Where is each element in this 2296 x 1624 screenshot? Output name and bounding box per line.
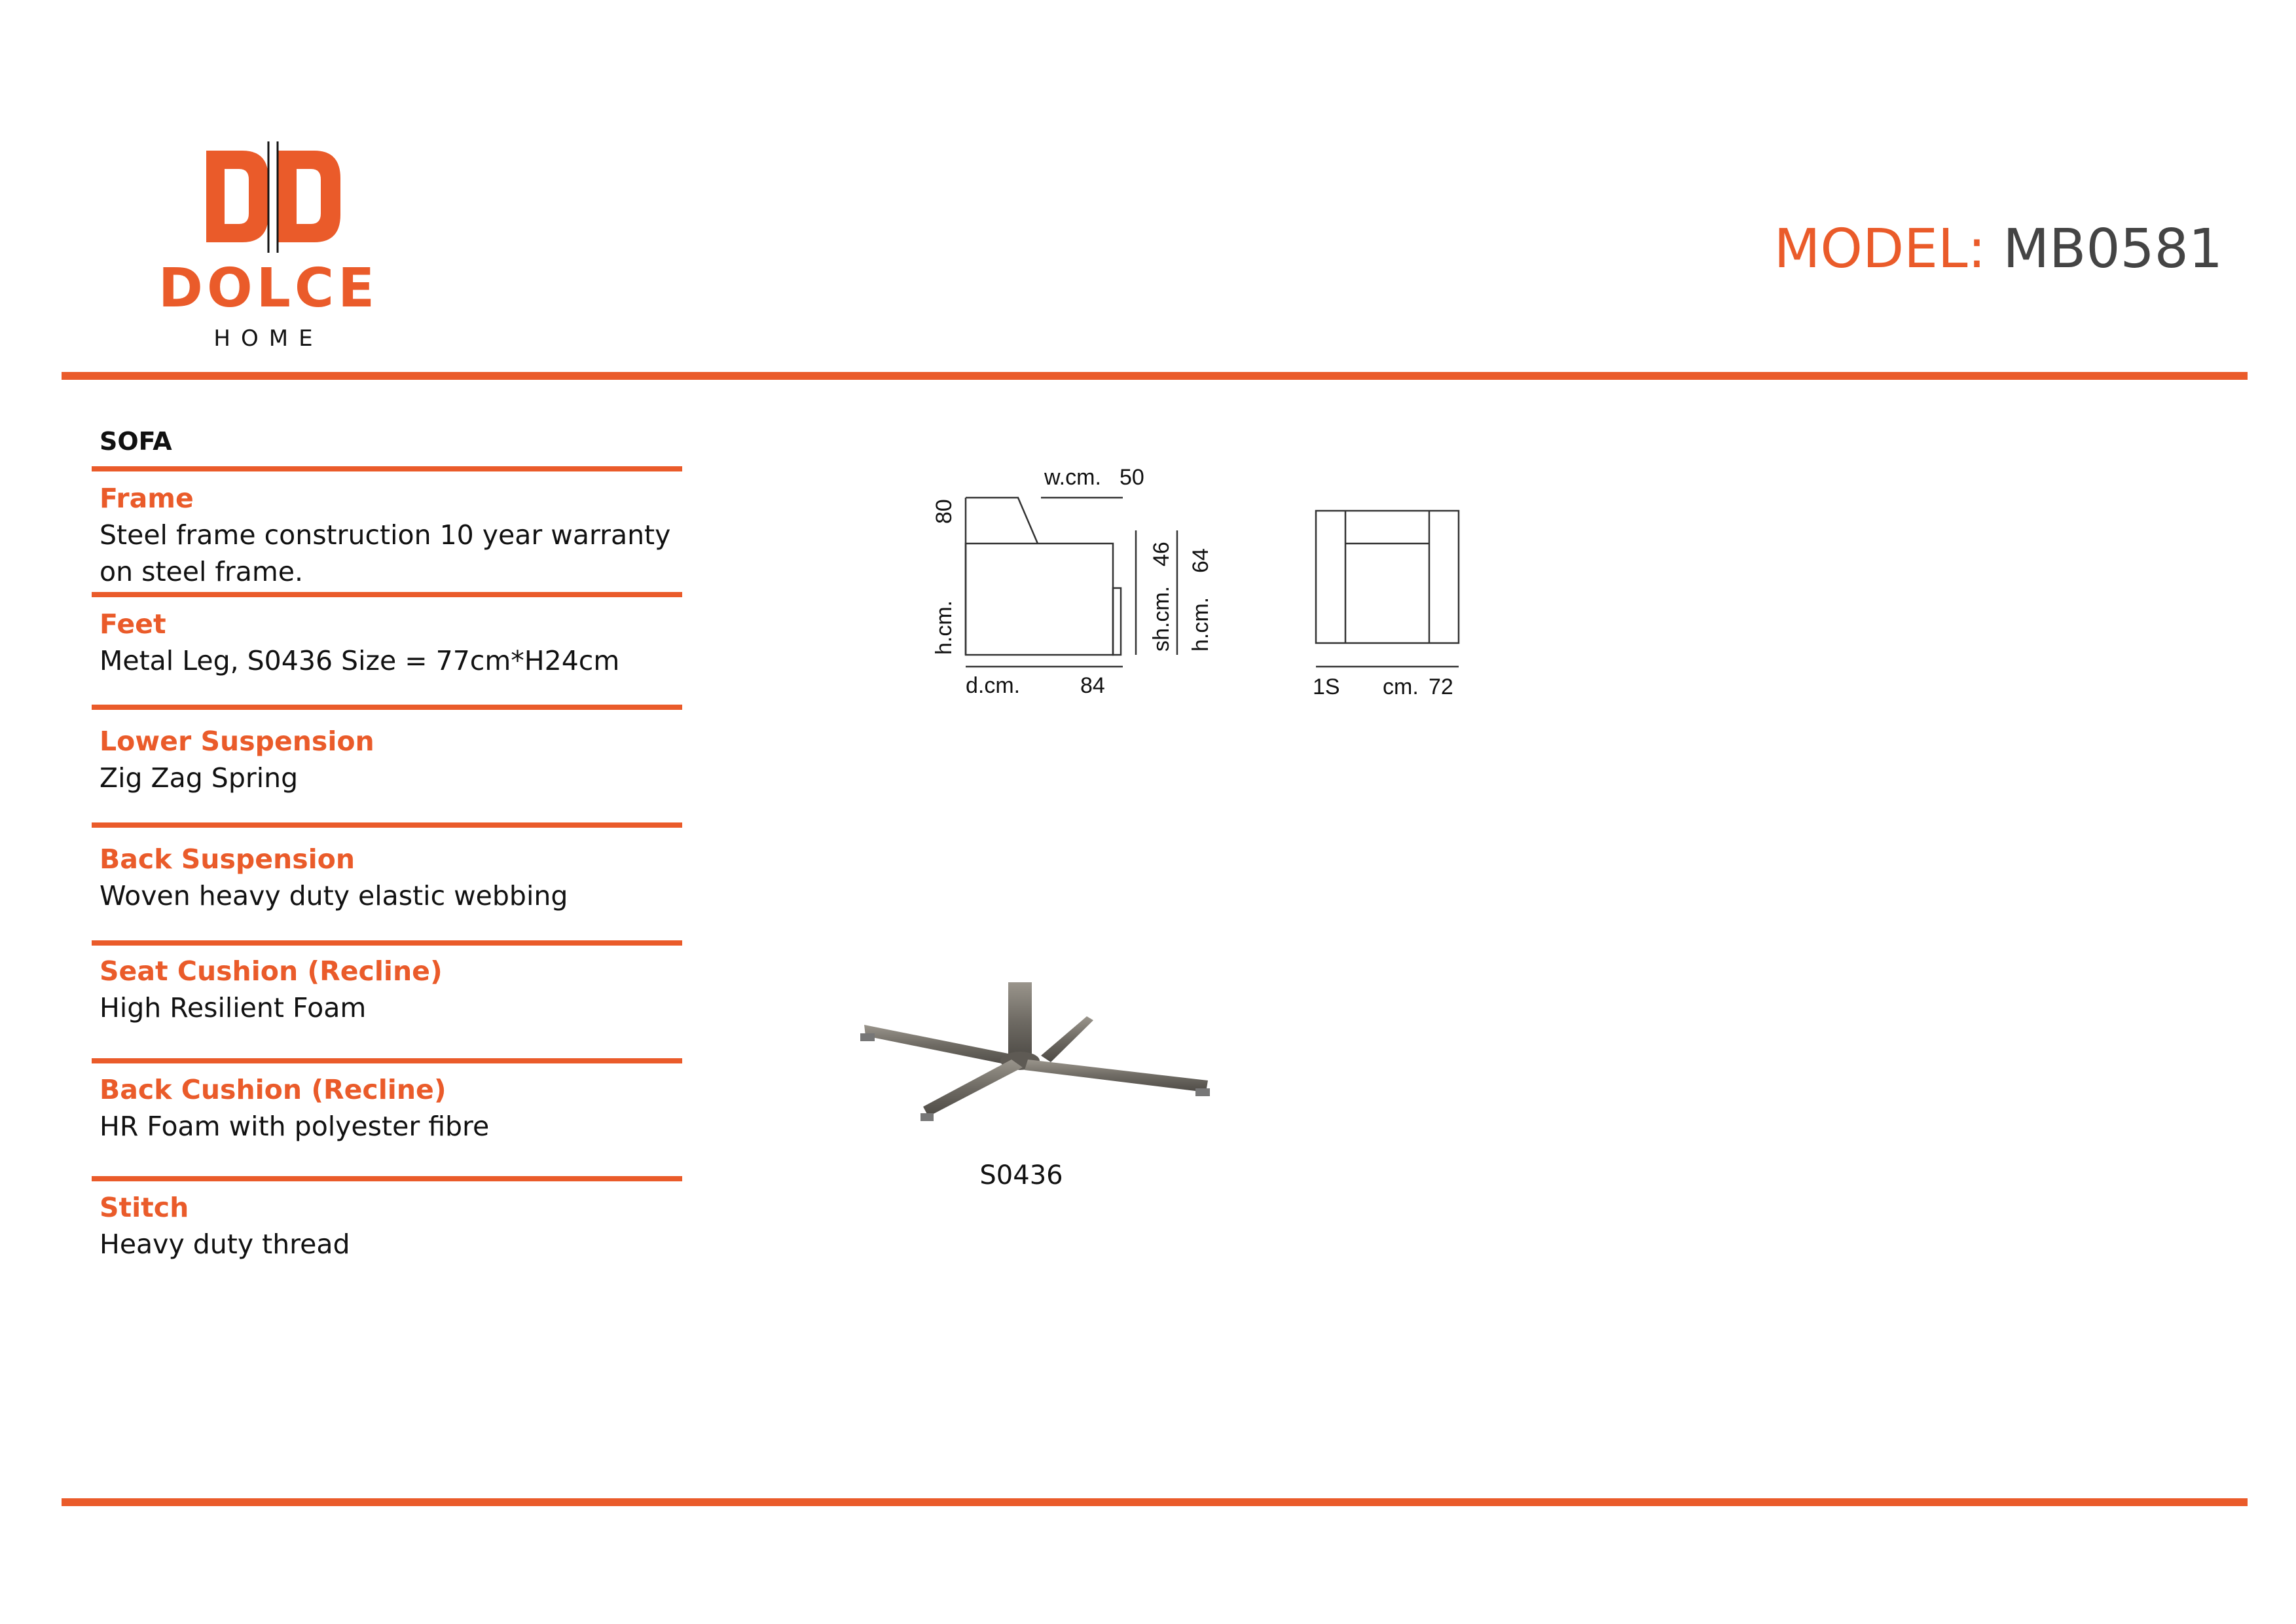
h-value: 80 [932, 499, 957, 524]
spec-divider [92, 1058, 682, 1063]
dimension-diagram [903, 458, 1493, 720]
spec-text: Steel frame construction 10 year warranty on steel frame. [100, 519, 671, 587]
brand-logo [144, 138, 393, 354]
w-value: 50 [1120, 465, 1144, 490]
spec-divider [92, 705, 682, 710]
sh-value: 46 [1149, 542, 1174, 566]
spec-text: Metal Leg, S0436 Size = 77cm*H24cm [100, 645, 620, 676]
brand-tagline: HOME [213, 325, 323, 352]
leg-code-label: S0436 [979, 1160, 1063, 1190]
d-label: d.cm. [966, 673, 1021, 698]
top-view-drawing [1316, 511, 1459, 667]
spec-heading: Lower Suspension [100, 726, 374, 757]
spec-heading: Back Suspension [100, 843, 355, 875]
h2-label: h.cm. [1188, 597, 1213, 652]
spec-back-suspension [100, 841, 689, 914]
header-divider [62, 372, 2248, 380]
spec-divider [92, 1176, 682, 1181]
spec-heading: Frame [100, 483, 194, 514]
footer-divider [62, 1498, 2248, 1506]
spec-divider [92, 466, 682, 471]
h-label: h.cm. [932, 600, 957, 655]
d-value: 84 [1080, 673, 1105, 698]
spec-feet [100, 606, 689, 679]
spec-heading: Back Cushion (Recline) [100, 1074, 446, 1105]
spec-divider [92, 940, 682, 946]
spec-text: HR Foam with polyester fibre [100, 1111, 490, 1142]
spec-divider [92, 822, 682, 828]
spec-seat-cushion [100, 953, 689, 1026]
product-category: SOFA [100, 427, 172, 456]
top-code: 1S [1313, 674, 1340, 699]
metal-leg-image [851, 982, 1244, 1139]
spec-text: High Resilient Foam [100, 992, 367, 1024]
spec-frame [100, 480, 689, 590]
spec-text: Heavy duty thread [100, 1228, 350, 1260]
sh-label: sh.cm. [1149, 585, 1174, 652]
brand-name: DOLCE [158, 257, 379, 320]
side-view-drawing [966, 498, 1177, 667]
h2-value: 64 [1188, 548, 1213, 573]
spec-text: Zig Zag Spring [100, 762, 299, 794]
spec-divider [92, 592, 682, 597]
spec-back-cushion [100, 1071, 689, 1145]
spec-heading: Feet [100, 608, 166, 640]
top-label: cm. [1383, 674, 1419, 699]
model-title [1774, 218, 2223, 280]
dd-monogram-icon [144, 138, 393, 255]
spec-lower-suspension [100, 723, 689, 796]
spec-heading: Seat Cushion (Recline) [100, 955, 443, 987]
model-value: MB0581 [2003, 218, 2223, 280]
spec-heading: Stitch [100, 1192, 189, 1223]
top-value: 72 [1429, 674, 1453, 699]
model-label: MODEL: [1774, 218, 1986, 280]
spec-stitch [100, 1189, 689, 1263]
w-label: w.cm. [1044, 465, 1101, 490]
spec-text: Woven heavy duty elastic webbing [100, 880, 568, 912]
